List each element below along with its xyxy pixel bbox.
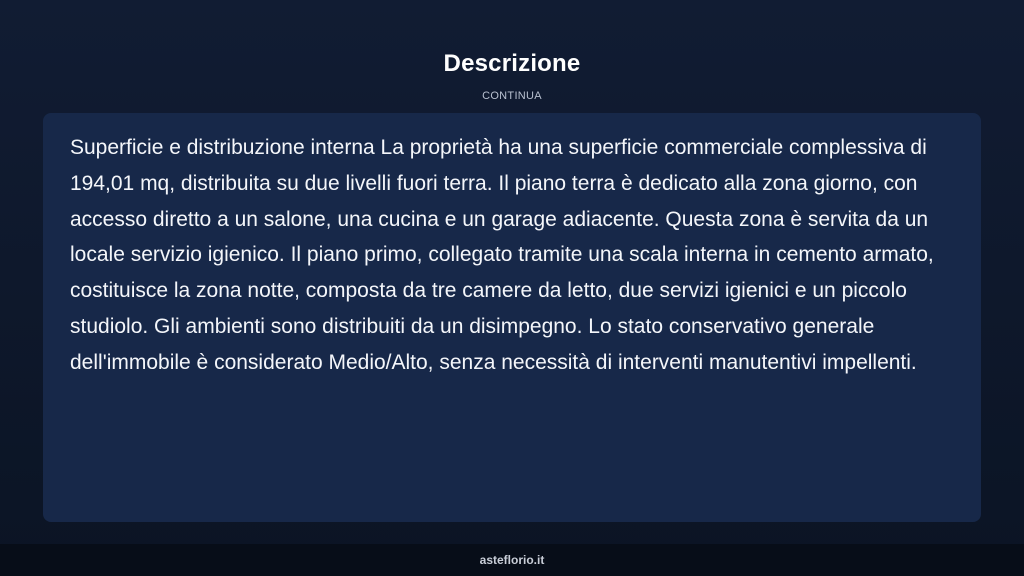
- description-card: [43, 113, 981, 522]
- page-title: Descrizione: [443, 50, 581, 77]
- footer-brand: asteflorio.it: [479, 553, 545, 567]
- page-subtitle: CONTINUA: [482, 90, 542, 102]
- description-text: Superficie e distribuzione interna La proprietà ha una superficie commerciale complessiva di 194,01 mq, distribuita su due livelli fuori terra. Il piano terra è dedicato alla zona giorno, con accesso diretto a un salone, una cucina e un garage adiacente. Questa zona è servita da un locale servizio igienico. Il piano primo, collegato tramite una scala interna in cemento armato, costituisce la zona notte, composta da tre camere da letto, due servizi igienici e un piccolo studiolo. Gli ambienti sono distribuiti da un disimpegno. Lo stato conservativo generale dell'immobile è considerato Medio/Alto, senza necessità di interventi manutentivi impellenti.: [70, 136, 934, 374]
- footer-bar: [0, 544, 1024, 576]
